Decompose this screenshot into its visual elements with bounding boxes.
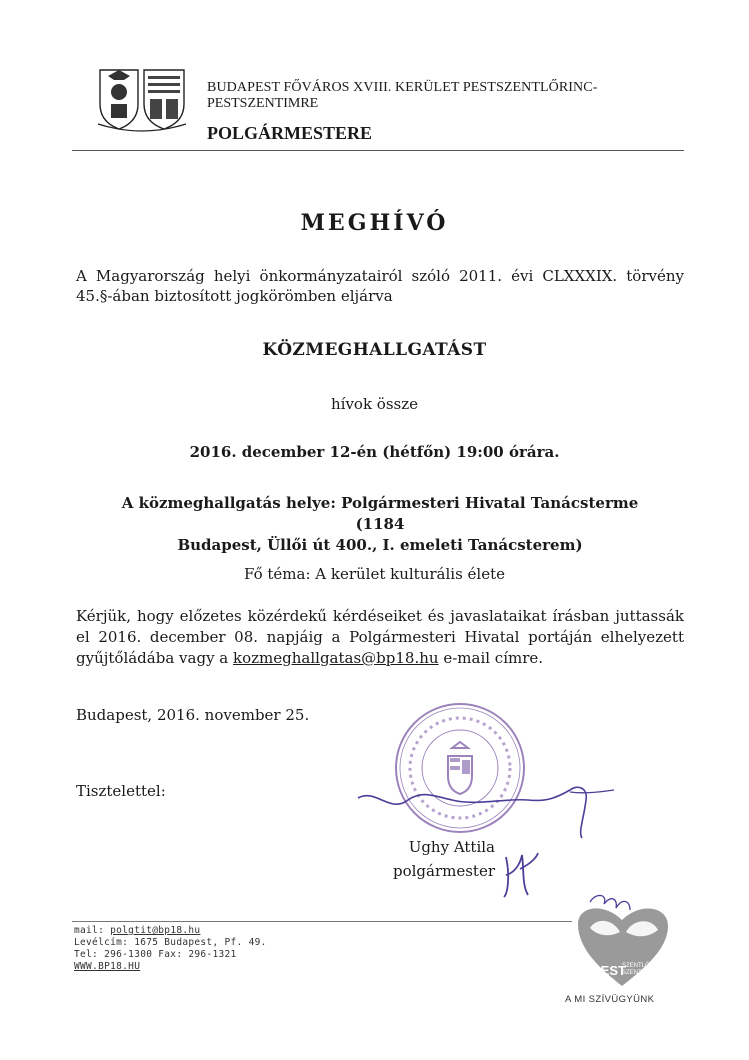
request-line3-after: e-mail címre.	[438, 649, 544, 667]
signer-role: polgármester	[392, 862, 495, 880]
footer-mail	[74, 925, 200, 936]
footer-mail-link[interactable]: polgtit@bp18.hu	[110, 925, 201, 936]
header-authority-line2: PESTSZENTIMRE	[207, 96, 319, 111]
event-heading: KÖZMEGHALLGATÁST	[262, 340, 487, 360]
footer-web-link[interactable]: WWW.BP18.HU	[74, 961, 141, 972]
header-office: POLGÁRMESTERE	[207, 123, 373, 143]
intro-line1: A Magyarország helyi önkormányzatairól szóló 2011. évi CLXXXIX. törvény	[76, 267, 684, 285]
logo-sub1: SZENTLŐRINC	[622, 963, 665, 969]
document-title: MEGHÍVÓ	[300, 210, 449, 236]
event-datetime: 2016. december 12-én (hétfőn) 19:00 órára.	[189, 443, 560, 461]
header-authority-line1: BUDAPEST FŐVÁROS XVIII. KERÜLET PESTSZENTLŐRINC-	[207, 80, 598, 95]
intro-line2: 45.§-ában biztosított jogkörömben eljárva	[76, 287, 393, 305]
logo-brand: PEST	[592, 963, 626, 978]
main-topic: Fő téma: A kerület kulturális élete	[243, 565, 505, 583]
intro-paragraph	[76, 266, 684, 306]
logo-tagline: A MI SZÍVÜGYÜNK	[565, 994, 655, 1005]
footer-phone: Tel: 296-1300 Fax: 296-1321	[74, 949, 237, 960]
footer-divider	[72, 921, 572, 922]
venue-line2: Budapest, Üllői út 400., I. emeleti Tanácsterem)	[177, 536, 583, 554]
place-date: Budapest, 2016. november 25.	[76, 706, 310, 724]
initial-mark	[500, 845, 540, 900]
municipal-crests	[96, 66, 188, 134]
footer-web	[74, 961, 140, 972]
request-line1: Kérjük, hogy előzetes közérdekű kérdéseiket és javaslataikat írásban juttassák	[76, 607, 684, 625]
email-link[interactable]: kozmeghallgatas@bp18.hu	[233, 649, 439, 667]
request-paragraph	[76, 606, 684, 669]
closing-regards: Tisztelettel:	[76, 782, 166, 800]
logo-sub2: SZENTIMRE	[622, 969, 657, 976]
signer-block	[365, 835, 495, 883]
mayor-signature	[356, 770, 616, 840]
header-divider	[72, 150, 684, 151]
footer-postal: Levélcím: 1675 Budapest, Pf. 49.	[74, 937, 267, 948]
request-line2: el 2016. december 08. napjáig a Polgármesteri Hivatal portáján elhelyezett	[76, 628, 684, 646]
request-line3-before: gyűjtőládába vagy a	[76, 649, 234, 667]
convene-text: hívok össze	[330, 395, 419, 413]
venue-line1: A közmeghallgatás helye: Polgármesteri Hivatal Tanácsterme (1184	[121, 494, 639, 533]
venue-text	[100, 493, 660, 556]
signer-name: Ughy Attila	[408, 838, 495, 856]
logo-subtext	[622, 963, 664, 976]
footer-mail-label: mail:	[74, 925, 111, 936]
